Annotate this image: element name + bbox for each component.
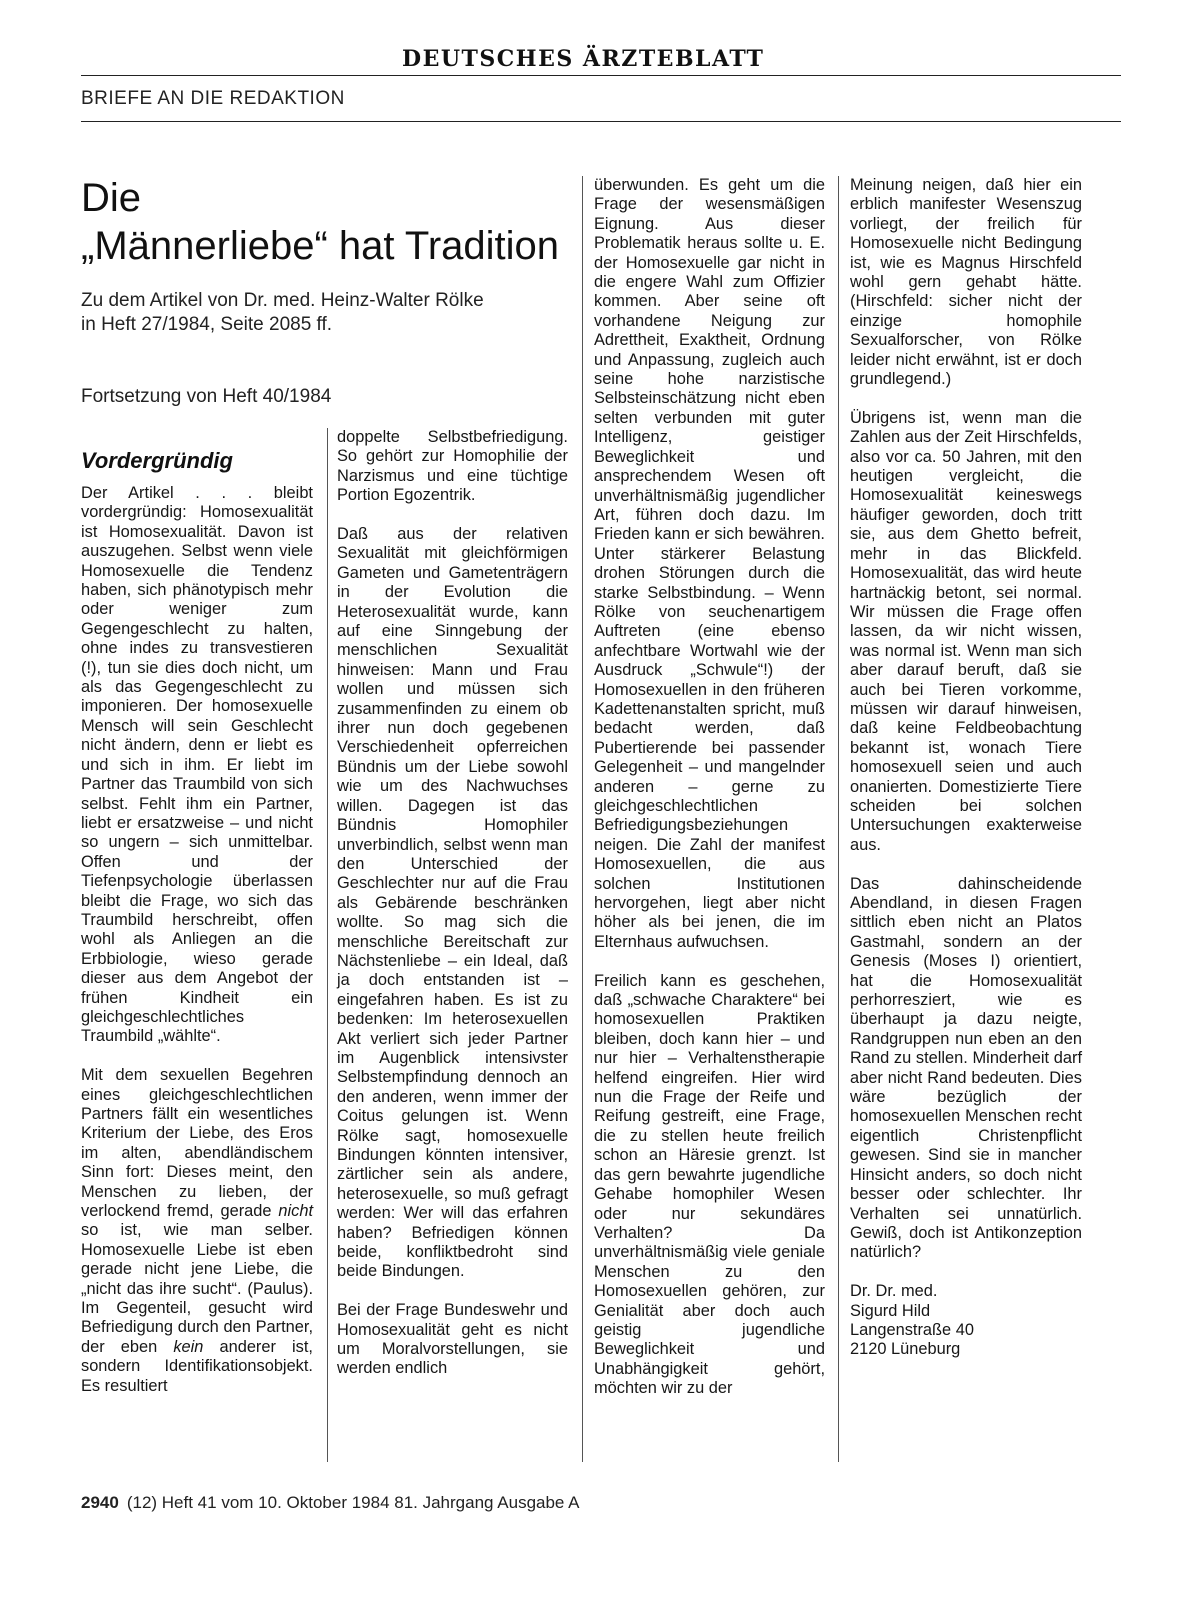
text-column-2 bbox=[337, 428, 568, 1379]
subtitle-line-2: in Heft 27/1984, Seite 2085 ff. bbox=[81, 314, 333, 335]
paragraph: doppelte Selbstbefriedigung. So gehört zur Homophilie der Narzismus und eine tüchtige Portion Egozentrik. bbox=[337, 428, 568, 505]
paragraph: Freilich kann es geschehen, daß „schwache Charaktere“ bei homosexuellen Praktiken bleiben, doch kann hier – und nur hier – Verhaltenstherapie helfend eingreifen. Hier wird nun die Frage der Reife und Reifung gestreift, eine Frage, die zu stellen heute freilich schon an Häresie grenzt. Ist das gern bewahrte jugendliche Gehabe homophiler Wesen oder nur sekundäres Verhalten? Da unverhältnismäßig viele geniale Menschen zu den Homosexuellen gehören, zur Genialität aber doch auch geistig jugendliche Beweglichkeit und Unabhängigkeit gehört, möchten wir zu der bbox=[594, 971, 825, 1398]
paragraph-text: anderer ist, sondern Identifikationsobjekt. Es resultiert bbox=[81, 1337, 313, 1395]
text-column-3 bbox=[594, 176, 825, 1399]
paragraph: Meinung neigen, daß hier ein erblich manifester Wesenszug vorliegt, der freilich für Homosexuelle nicht Bedingung ist, wie es Magnus Hirschfeld wohl gern gehabt hätte. (Hirschfeld: sicher nicht der einzige homophile Sexualforscher, von Rölke leider nicht erwähnt, ist er doch grundlegend.) bbox=[850, 176, 1082, 389]
paragraph: Das dahinscheidende Abendland, in diesen Fragen sittlich eben nicht an Platos Gastmahl, sondern an der Genesis (Moses I) orientiert, hat die Homosexualität perhorresziert, wie es überhaupt ja dazu neigte, Randgruppen nun eben an den Rand zu stellen. Minderheit darf aber nicht Rand bedeuten. Dies wäre bezüglich der homosexuellen Menschen recht eigentlich Christenpflicht gewesen. Sind sie in mancher Hinsicht anders, so doch nicht besser oder schlechter. Ihr Verhalten sei unnatürlich. Gewiß, doch ist Antikonzeption natürlich? bbox=[850, 874, 1082, 1262]
letter-subheading: Vordergründig bbox=[81, 448, 233, 473]
header-rule-bottom bbox=[81, 121, 1121, 122]
signature-line: Langenstraße 40 bbox=[850, 1320, 974, 1339]
masthead: DEUTSCHES ÄRZTEBLATT bbox=[402, 46, 765, 72]
continuation-note: Fortsetzung von Heft 40/1984 bbox=[81, 386, 332, 407]
paragraph-text: Mit dem sexuellen Begehren eines gleichgeschlechtlichen Partners fällt ein wesentliches Kriterium der Liebe, des Eros im alten, abendländischem Sinn fort: Dieses meint, den Menschen zu lieben, der verlockend fremd, gerade bbox=[81, 1066, 313, 1221]
emphasis-text: kein bbox=[173, 1337, 204, 1356]
signature-line: Sigurd Hild bbox=[850, 1301, 931, 1320]
article-title bbox=[81, 174, 559, 270]
column-divider-3 bbox=[838, 176, 839, 1462]
paragraph bbox=[81, 1066, 313, 1396]
column-divider-1 bbox=[327, 428, 328, 1462]
signature-line: Dr. Dr. med. bbox=[850, 1282, 938, 1301]
column-divider-2 bbox=[582, 176, 583, 1462]
title-line-1: Die bbox=[81, 176, 142, 220]
article-subtitle bbox=[81, 289, 484, 337]
title-line-2: „Männerliebe“ hat Tradition bbox=[81, 224, 560, 268]
emphasis-text: nicht bbox=[278, 1202, 313, 1221]
subtitle-line-1: Zu dem Artikel von Dr. med. Heinz-Walter Rölke bbox=[81, 290, 484, 311]
issue-info: (12) Heft 41 vom 10. Oktober 1984 81. Jahrgang Ausgabe A bbox=[126, 1493, 580, 1512]
page-number: 2940 bbox=[81, 1493, 119, 1512]
signature-line: 2120 Lüneburg bbox=[850, 1340, 961, 1359]
paragraph: Bei der Frage Bundeswehr und Homosexualität geht es nicht um Moralvorstellungen, sie werden endlich bbox=[337, 1301, 568, 1378]
text-column-1 bbox=[81, 484, 313, 1396]
text-column-4 bbox=[850, 176, 1082, 1360]
paragraph-text: so ist, wie man selber. Homosexuelle Liebe ist eben gerade nicht jene Liebe, die „nicht das ihre sucht“. (Paulus). Im Gegenteil, gesucht wird Befriedigung durch den Partner, der eben bbox=[81, 1221, 313, 1356]
paragraph: Daß aus der relativen Sexualität mit gleichförmigen Gameten und Gametenträgern in der Evolution die Heterosexualität wurde, kann auf eine Sinngebung der menschlichen Sexualität hinweisen: Mann und Frau wollen und müssen sich zusammenfinden zu einem ob ihrer nun doch gegebenen Verschiedenheit opferreichen Bündnis um der Liebe sowohl wie um des Nachwuchses willen. Dagegen ist das Bündnis Homophiler unverbindlich, selbst wenn man den Unterschied der Geschlechter nur auf die Frau als Gebärende beschränken wollte. So mag sich die menschliche Bereitschaft zur Nächstenliebe – ein Ideal, daß ja doch entstanden ist – eingefahren haben. Es ist zu bedenken: Im heterosexuellen Akt verliert sich jeder Partner im Augenblick intensivster Selbstempfindung dennoch an den anderen, wenn immer der Coitus gelungen ist. Wenn Rölke sagt, homosexuelle Bindungen könnten intensiver, zärtlicher sein als andere, heterosexuelle, so muß gefragt werden: Wer will das erfahren haben? Befriedigen können beide, konfliktbedroht sind beide Bindungen. bbox=[337, 525, 568, 1281]
section-label: BRIEFE AN DIE REDAKTION bbox=[81, 88, 345, 109]
paragraph: Der Artikel . . . bleibt vordergründig: Homosexualität ist Homosexualität. Davon ist auszugehen. Selbst wenn viele Homosexuelle die Tendenz haben, sich phänotypisch mehr oder weniger zum Gegengeschlecht zu halten, ohne indes zu transvestieren (!), tun sie dies doch nicht, um als das Gegengeschlecht zu imponieren. Der homosexuelle Mensch will sein Geschlecht nicht ändern, denn er liebt es und sich in ihm. Er liebt im Partner das Traumbild von sich selbst. Fehlt ihm ein Partner, liebt er ersatzweise – und nicht so ungern – sich unmittelbar. Offen und der Tiefenpsychologie überlassen bleibt die Frage, wo sich das Traumbild herschreibt, offen wohl als Anliegen an die Erbbiologie, wieso gerade dieser aus dem Angebot der frühen Kindheit ein gleichgeschlechtliches Traumbild „wählte“. bbox=[81, 484, 313, 1046]
author-signature bbox=[850, 1282, 1082, 1360]
header-rule-top bbox=[81, 75, 1121, 76]
paragraph: überwunden. Es geht um die Frage der wesensmäßigen Eignung. Aus dieser Problematik heraus sollte u. E. der Homosexuelle gar nicht in die engere Wahl zum Offizier kommen. Aber seine oft vorhandene Neigung zur Adrettheit, Exaktheit, Ordnung und Anpassung, zugleich auch seine hohe narzistische Selbsteinschätzung nicht eben selten verbunden mit guter Intelligenz, geistiger Beweglichkeit und ansprechendem Wesen oft unverhältnismäßig jugendlicher Art, führen doch dazu. Im Frieden kann er sich bewähren. Unter stärkerer Belastung drohen Störungen durch die starke Selbstbindung. – Wenn Rölke von seuchenartigem Auftreten (eine ebenso anfechtbare Wortwahl wie der Ausdruck „Schwule“!) der Homosexuellen in den früheren Kadettenanstalten spricht, muß bedacht werden, daß Pubertierende bei passender Gelegenheit – und mangelnder anderen – gerne zu gleichgeschlechtlichen Befriedigungsbeziehungen neigen. Die Zahl der manifest Homosexuellen, die aus solchen Institutionen hervorgehen, liegt aber nicht höher als bei jenen, die im Elternhaus aufwuchsen. bbox=[594, 176, 825, 951]
page-footer bbox=[81, 1493, 580, 1513]
paragraph: Übrigens ist, wenn man die Zahlen aus der Zeit Hirschfelds, also vor ca. 50 Jahren, mit den heutigen vergleicht, die Homosexualität keineswegs häufiger geworden, doch tritt sie, aus dem Ghetto befreit, mehr in das Blickfeld. Homosexualität, das wird heute hartnäckig betont, sei normal. Wir müssen die Frage offen lassen, da wir nicht wissen, was normal ist. Wenn man sich aber darauf beruft, daß sie auch bei Tieren vorkomme, müssen wir darauf hinweisen, daß keine Feldbeobachtung bekannt ist, wonach Tiere homosexuell seien und auch onanierten. Domestizierte Tiere scheiden bei solchen Untersuchungen exakterweise aus. bbox=[850, 408, 1082, 854]
